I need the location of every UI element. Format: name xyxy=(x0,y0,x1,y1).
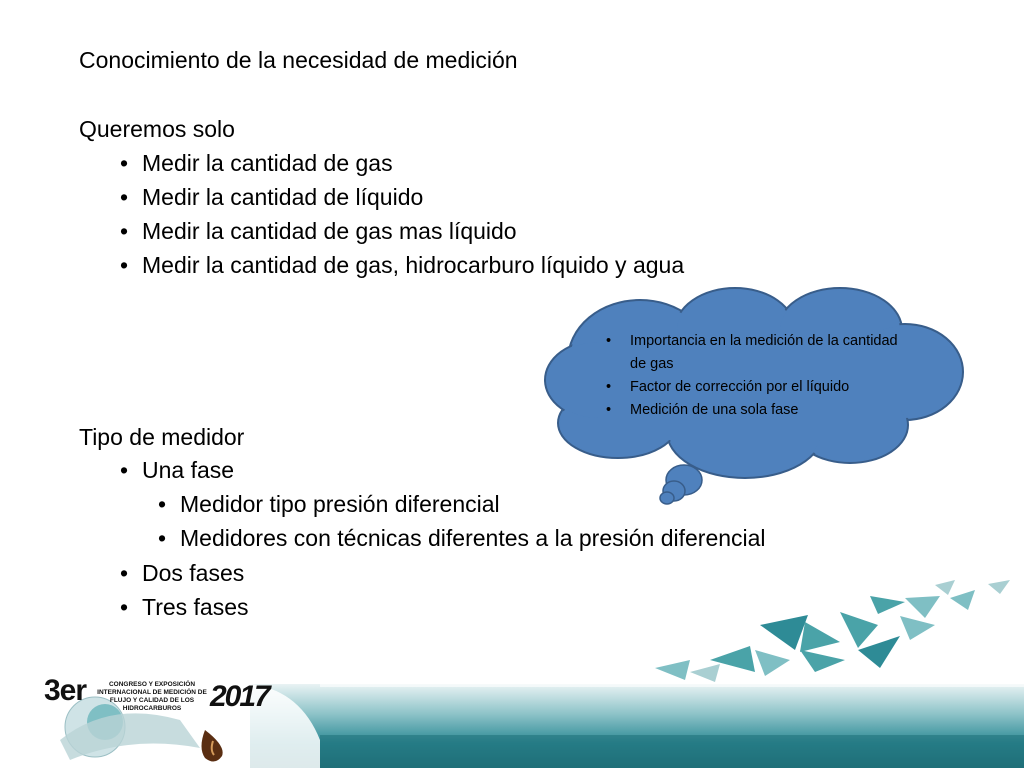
list-item-one-phase: • Una fase xyxy=(142,456,234,484)
logo-ordinal: 3er xyxy=(44,674,87,707)
section-title-meter-type: Tipo de medidor xyxy=(79,424,245,450)
list-subitem: • Medidor tipo presión diferencial xyxy=(180,490,500,518)
cloud-list-item: • Factor de corrección por el líquido xyxy=(606,376,906,399)
list-item-three-phase: • Tres fases xyxy=(142,593,249,621)
logo-congress-text: CONGRESO Y EXPOSICIÓN INTERNACIONAL DE MEDICIÓN DE FLUJO Y CALIDAD DE LOS HIDROCARBUROS xyxy=(97,681,207,712)
list-item: • Medir la cantidad de gas mas líquido xyxy=(142,217,517,245)
list-subitem: • Medidores con técnicas diferentes a la presión diferencial xyxy=(180,524,766,552)
section-title-we-want: Queremos solo xyxy=(79,116,235,142)
list-item: • Medir la cantidad de gas, hidrocarburo líquido y agua xyxy=(142,251,684,279)
list-item: • Medir la cantidad de líquido xyxy=(142,183,423,211)
cloud-list-item: • Medición de una sola fase xyxy=(606,399,906,422)
event-logo xyxy=(40,672,270,768)
list-item: • Medir la cantidad de gas xyxy=(142,149,393,177)
cloud-list-item: • Importancia en la medición de la cantidad de gas xyxy=(606,330,906,376)
logo-year: 2017 xyxy=(210,680,269,713)
section-title-need: Conocimiento de la necesidad de medición xyxy=(79,47,518,73)
triangle-pattern xyxy=(655,580,1010,682)
list-item-two-phase: • Dos fases xyxy=(142,559,244,587)
